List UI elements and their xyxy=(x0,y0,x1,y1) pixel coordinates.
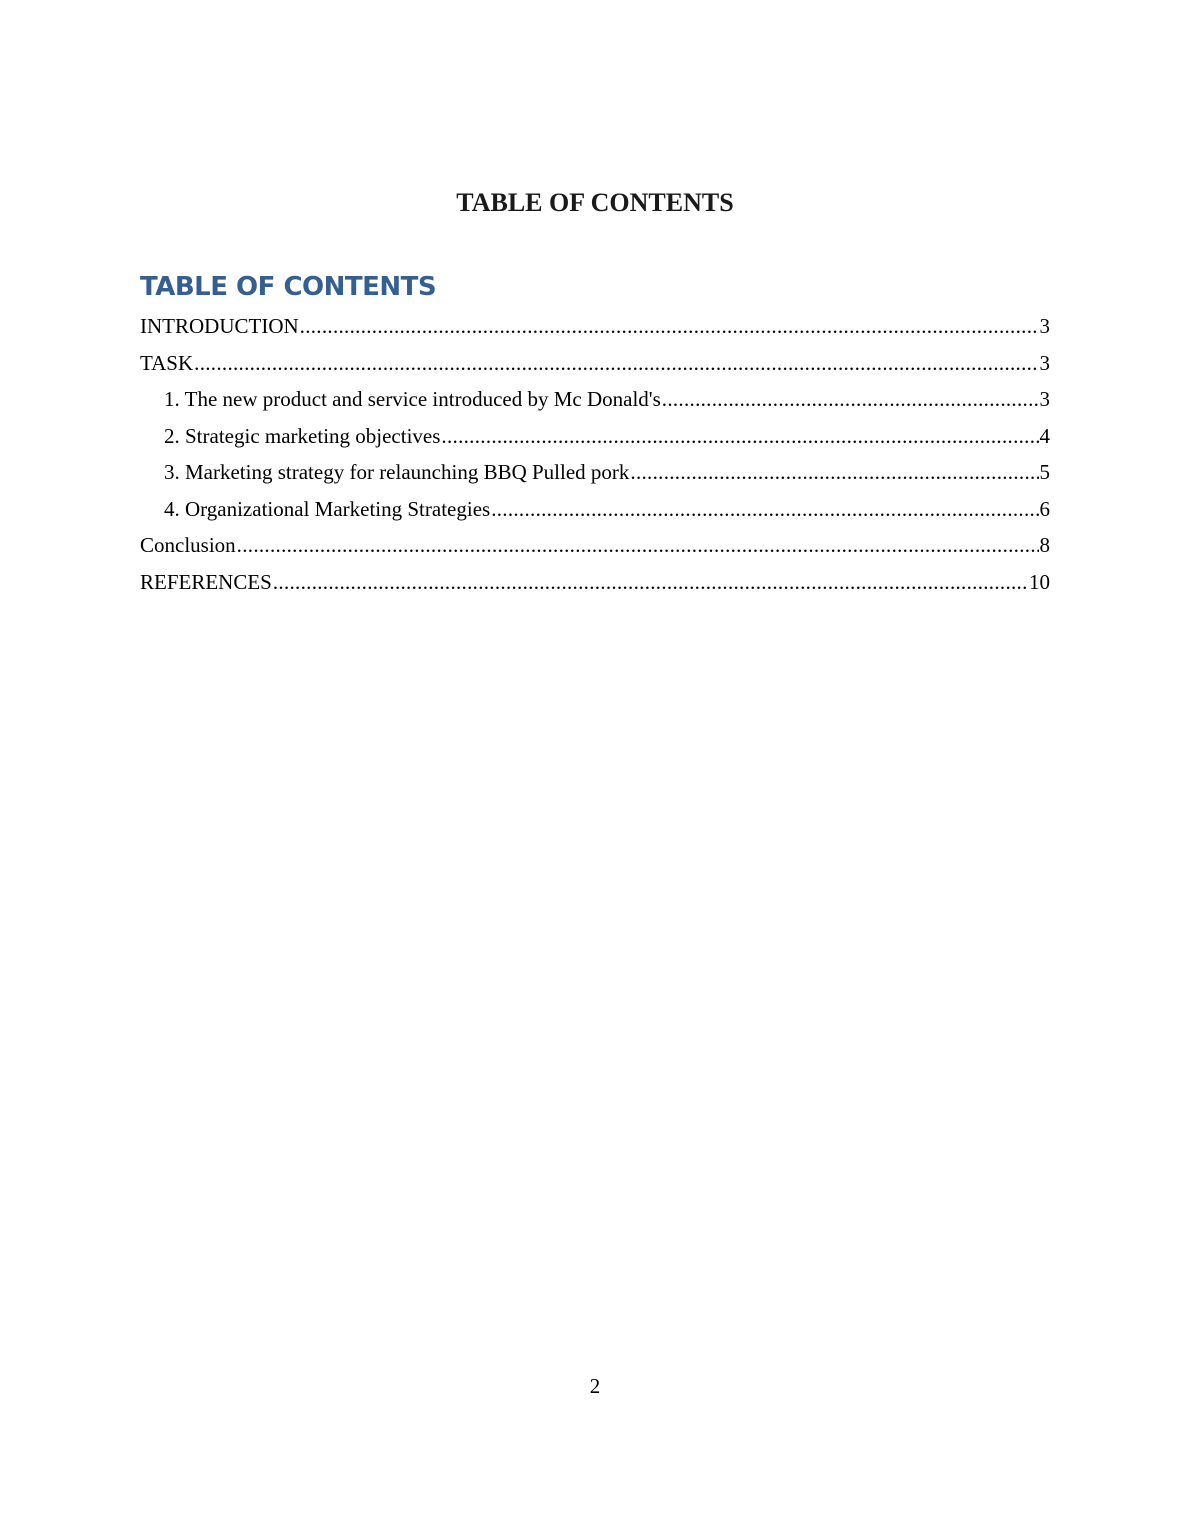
toc-entry-page: 10 xyxy=(1029,569,1050,594)
toc-entry-organizational-strategies[interactable] xyxy=(140,491,1050,528)
toc-entry-marketing-strategy[interactable] xyxy=(140,454,1050,491)
toc-entry-new-product[interactable] xyxy=(140,381,1050,418)
toc-entry-text: Conclusion xyxy=(140,533,236,557)
toc-entry-page: 4 xyxy=(1039,423,1050,448)
toc-entry-page: 3 xyxy=(1039,314,1050,338)
toc-dot-leader xyxy=(662,381,1039,417)
toc-entry-text: TASK xyxy=(140,350,194,375)
toc-entry-text: 1. The new product and service introduced by Mc Donald's xyxy=(164,387,661,411)
toc-entry-text: 2. Strategic marketing objectives xyxy=(164,423,441,448)
toc-list xyxy=(140,308,1050,600)
toc-entry-text: INTRODUCTION xyxy=(140,314,299,338)
toc-dot-leader xyxy=(491,491,1038,527)
toc-entry-task[interactable] xyxy=(140,345,1050,382)
toc-dot-leader xyxy=(630,454,1038,490)
page-number: 2 xyxy=(589,1374,601,1398)
toc-entry-references[interactable] xyxy=(140,564,1050,601)
toc-dot-leader xyxy=(300,308,1039,344)
toc-entry-conclusion[interactable] xyxy=(140,527,1050,564)
toc-heading: TABLE OF CONTENTS xyxy=(140,272,437,302)
toc-dot-leader xyxy=(194,345,1038,381)
toc-dot-leader xyxy=(441,418,1038,454)
toc-entry-page: 6 xyxy=(1039,496,1050,521)
toc-entry-text: REFERENCES xyxy=(140,569,272,594)
toc-entry-page: 3 xyxy=(1039,387,1050,411)
toc-entry-page: 3 xyxy=(1039,350,1050,375)
page-title: TABLE OF CONTENTS xyxy=(456,188,734,217)
toc-entry-page: 8 xyxy=(1039,533,1050,557)
toc-entry-text: 4. Organizational Marketing Strategies xyxy=(164,496,491,521)
toc-entry-page: 5 xyxy=(1039,460,1050,484)
toc-dot-leader xyxy=(237,527,1039,563)
toc-dot-leader xyxy=(273,564,1028,600)
toc-entry-introduction[interactable] xyxy=(140,308,1050,345)
toc-entry-strategic-objectives[interactable] xyxy=(140,418,1050,455)
toc-entry-text: 3. Marketing strategy for relaunching BBQ Pulled pork xyxy=(164,460,630,484)
